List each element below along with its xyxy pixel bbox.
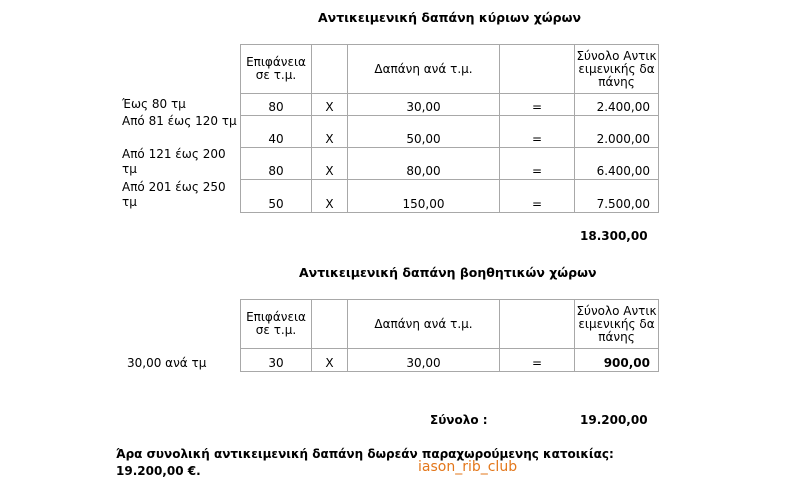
- main-cost-table: [240, 44, 659, 213]
- header-cost-per-sqm: Δαπάνη ανά τ.μ.: [348, 300, 500, 349]
- cell-eq: =: [500, 94, 575, 116]
- row-label: Έως 80 τμ: [122, 97, 186, 111]
- conclusion-text: Άρα συνολική αντικειμενική δαπάνη δωρεάν παραχωρούμενης κατοικίας:: [116, 447, 614, 461]
- cell-op: X: [312, 116, 348, 148]
- header-area: Επιφάνεια σε τ.μ.: [241, 300, 312, 349]
- table-header-row: [241, 300, 659, 349]
- cell-eq: =: [500, 148, 575, 180]
- aux-cost-table: [240, 299, 659, 372]
- main-section-title: Αντικειμενική δαπάνη κύριων χώρων: [318, 10, 581, 25]
- header-total: Σύνολο Αντικειμενικής δαπάνης: [575, 300, 659, 349]
- cell-op: X: [312, 94, 348, 116]
- cell-eq: =: [500, 116, 575, 148]
- cell-rate: 30,00: [348, 94, 500, 116]
- cell-area: 50: [241, 180, 312, 213]
- watermark-text: iason_rib_club: [418, 459, 518, 475]
- aux-section-title: Αντικειμενική δαπάνη βοηθητικών χώρων: [299, 265, 597, 280]
- header-blank: [312, 300, 348, 349]
- cell-op: X: [312, 148, 348, 180]
- table-row: [241, 349, 659, 372]
- row-label: Από 121 έως 200 τμ: [122, 147, 226, 176]
- table-row: [241, 94, 659, 116]
- cell-rate: 30,00: [348, 349, 500, 372]
- cell-rate: 80,00: [348, 148, 500, 180]
- header-blank: [500, 300, 575, 349]
- header-area: Επιφάνεια σε τ.μ.: [241, 45, 312, 94]
- cell-total: 6.400,00: [575, 148, 659, 180]
- main-subtotal: 18.300,00: [580, 229, 648, 243]
- cell-op: X: [312, 349, 348, 372]
- cell-eq: =: [500, 349, 575, 372]
- cell-area: 80: [241, 94, 312, 116]
- row-label: Από 201 έως 250 τμ: [122, 180, 226, 209]
- cell-total: 7.500,00: [575, 180, 659, 213]
- table-row: [241, 180, 659, 213]
- cell-area: 30: [241, 349, 312, 372]
- cell-area: 40: [241, 116, 312, 148]
- header-blank: [312, 45, 348, 94]
- table-header-row: [241, 45, 659, 94]
- row-label: 30,00 ανά τμ: [127, 356, 207, 370]
- conclusion-amount: 19.200,00 €.: [116, 464, 201, 478]
- cell-total: 2.400,00: [575, 94, 659, 116]
- header-cost-per-sqm: Δαπάνη ανά τ.μ.: [348, 45, 500, 94]
- table-row: [241, 116, 659, 148]
- cell-rate: 50,00: [348, 116, 500, 148]
- cell-area: 80: [241, 148, 312, 180]
- grand-total-value: 19.200,00: [580, 413, 648, 427]
- cell-total: 900,00: [575, 349, 659, 372]
- header-total: Σύνολο Αντικειμενικής δαπάνης: [575, 45, 659, 94]
- cell-rate: 150,00: [348, 180, 500, 213]
- grand-total-label: Σύνολο :: [430, 413, 488, 427]
- cell-eq: =: [500, 180, 575, 213]
- cell-op: X: [312, 180, 348, 213]
- cell-total: 2.000,00: [575, 116, 659, 148]
- table-row: [241, 148, 659, 180]
- header-blank: [500, 45, 575, 94]
- row-label: Από 81 έως 120 τμ: [122, 114, 237, 128]
